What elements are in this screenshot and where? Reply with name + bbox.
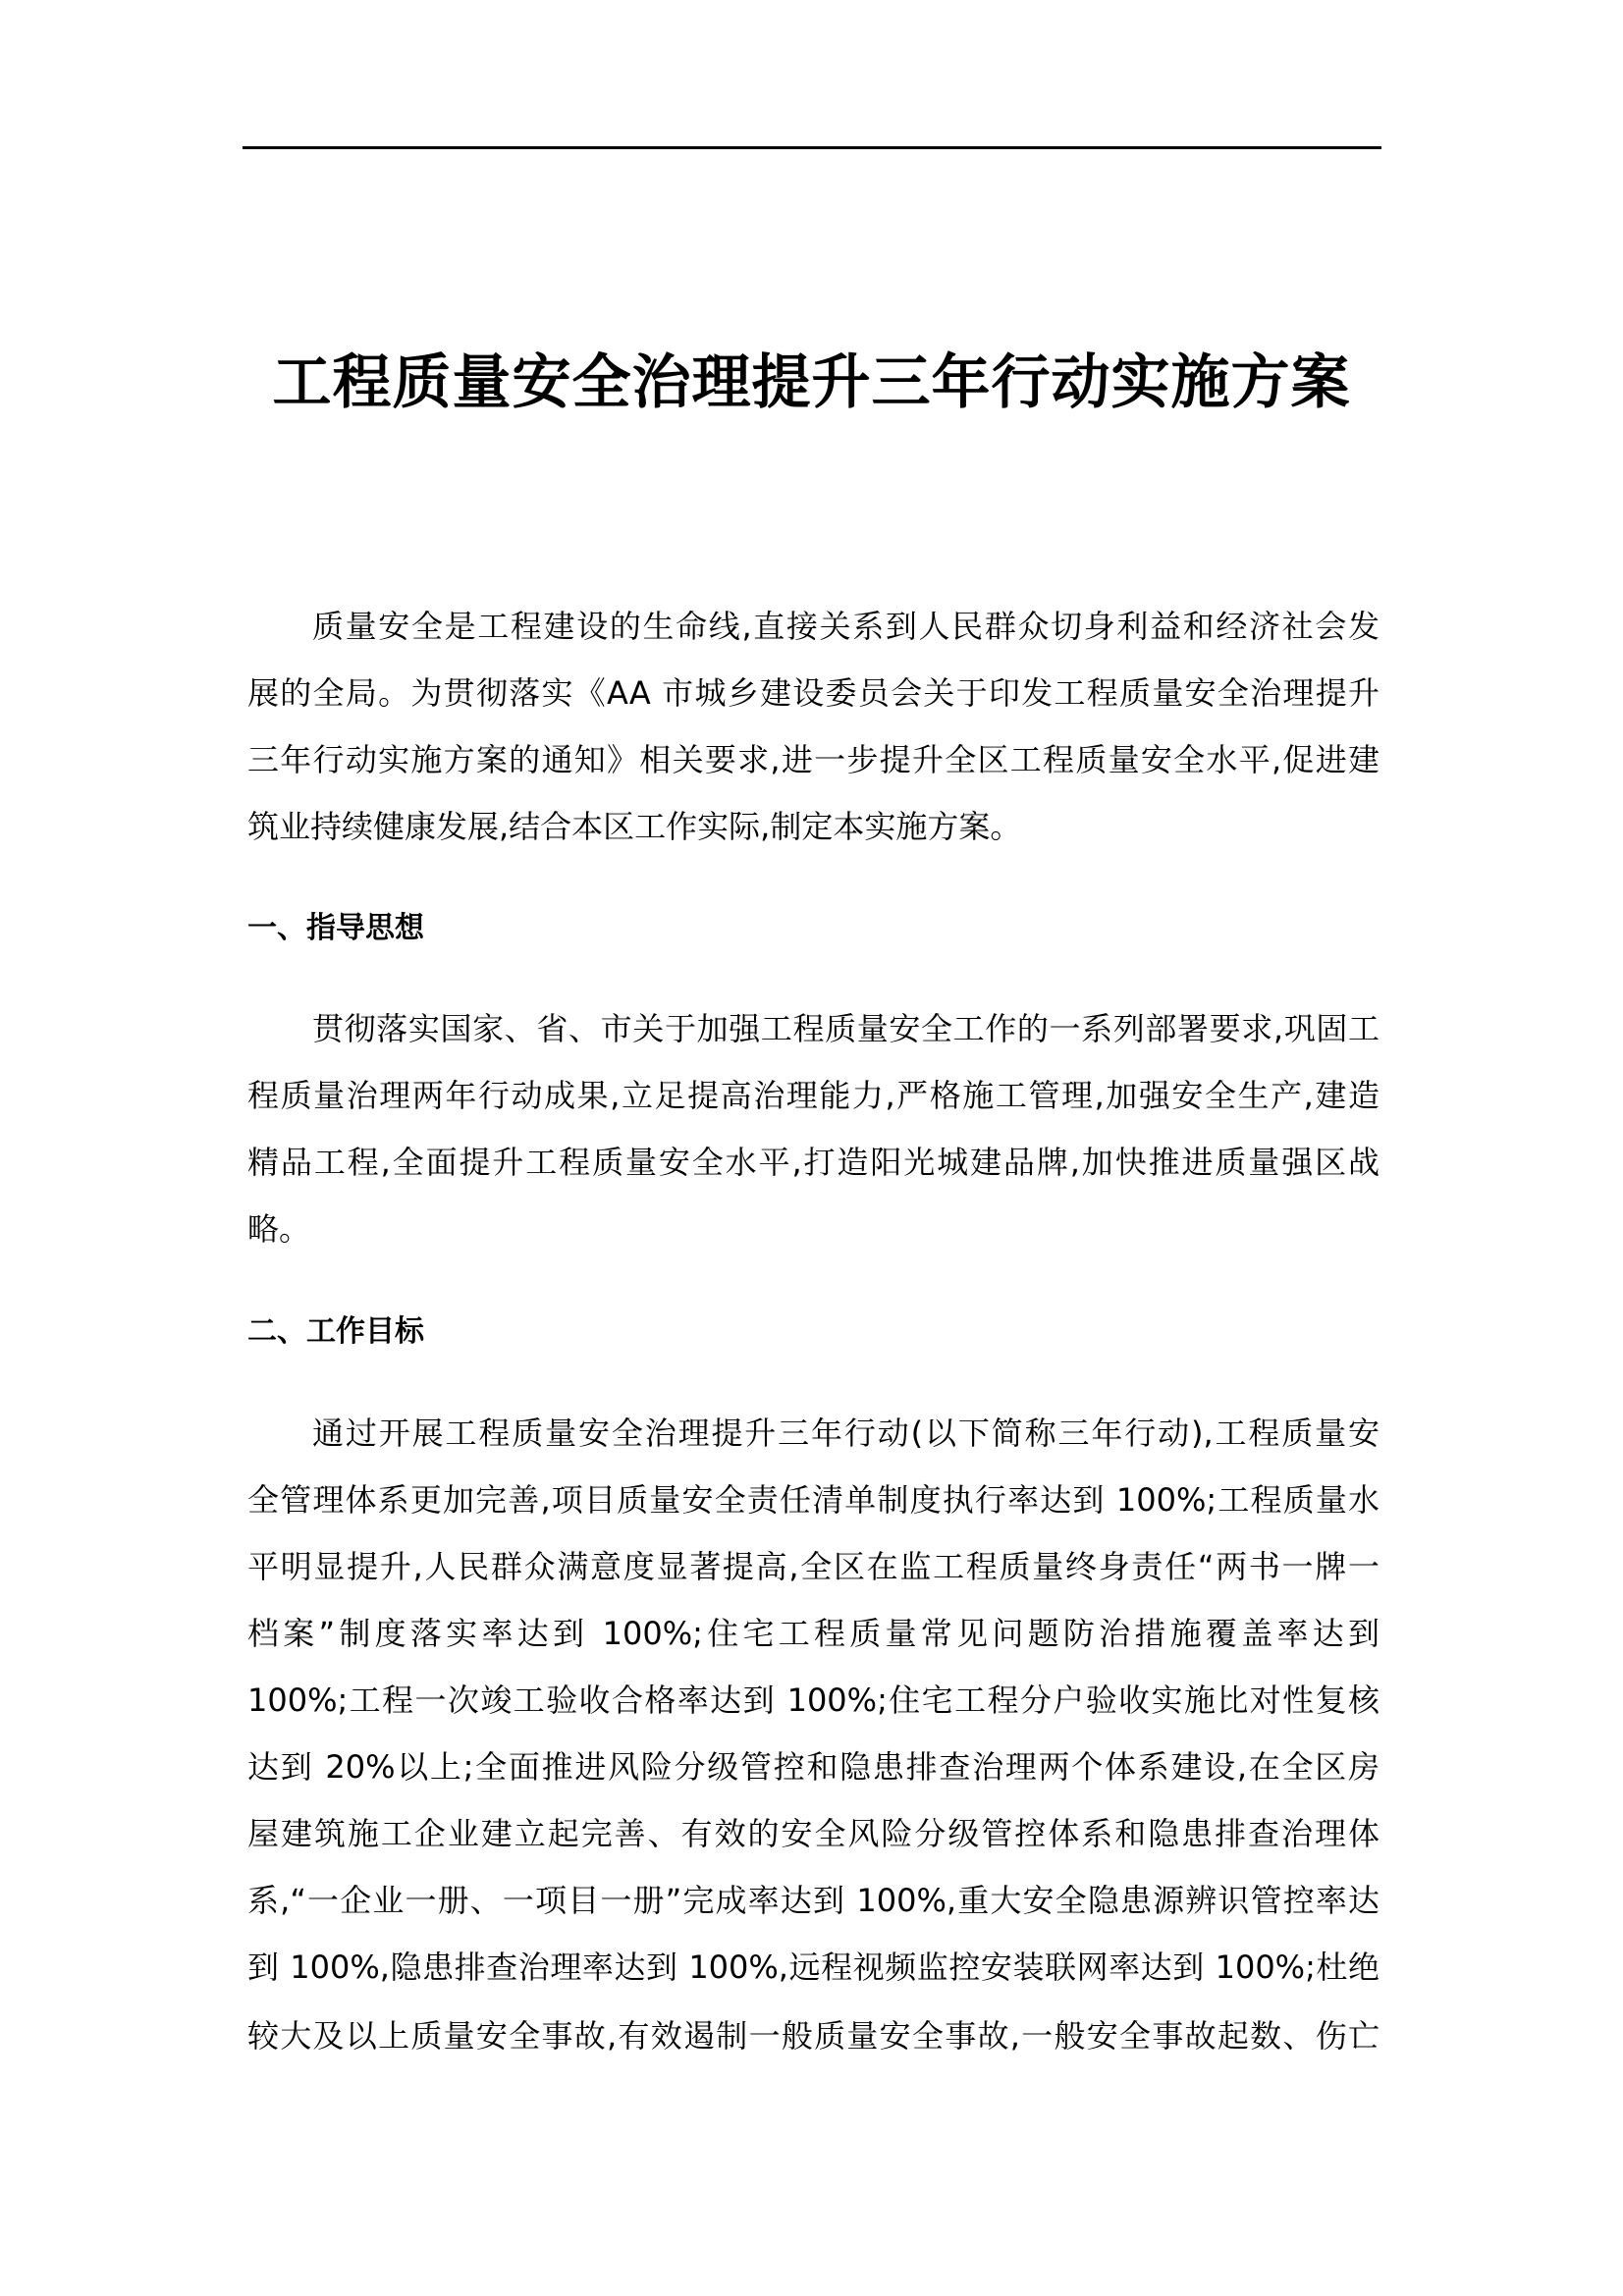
document-title: 工程质量安全治理提升三年行动实施方案 — [272, 348, 1351, 417]
paragraph-line: 全管理体系更加完善,项目质量安全责任清单制度执行率达到 100%;工程质量水 — [247, 1481, 1380, 1519]
paragraph-line: 较大及以上质量安全事故,有效遏制一般质量安全事故,一般安全事故起数、伤亡 — [247, 2017, 1380, 2055]
paragraph-line: 展的全局。为贯彻落实《AA 市城乡建设委员会关于印发工程质量安全治理提升 — [247, 674, 1380, 712]
paragraph-line: 平明显提升,人民群众满意度显著提高,全区在监工程质量终身责任“两书一牌一 — [247, 1548, 1380, 1585]
paragraph-line: 通过开展工程质量安全治理提升三年行动(以下简称三年行动),工程质量安 — [312, 1415, 1380, 1452]
paragraph-line: 100%;工程一次竣工验收合格率达到 100%;住宅工程分户验收实施比对性复核 — [247, 1682, 1380, 1719]
paragraph-line: 筑业持续健康发展,结合本区工作实际,制定本实施方案。 — [247, 808, 1022, 845]
paragraph-line: 贯彻落实国家、省、市关于加强工程质量安全工作的一系列部署要求,巩固工 — [312, 1010, 1380, 1047]
paragraph-line: 系,“一企业一册、一项目一册”完成率达到 100%,重大安全隐患源辨识管控率达 — [247, 1882, 1380, 1919]
header-rule — [243, 146, 1381, 149]
paragraph-line: 三年行动实施方案的通知》相关要求,进一步提升全区工程质量安全水平,促进建 — [247, 741, 1380, 778]
paragraph-line: 达到 20%以上;全面推进风险分级管控和隐患排查治理两个体系建设,在全区房 — [247, 1748, 1380, 1786]
section-heading: 二、工作目标 — [247, 1314, 424, 1349]
paragraph-line: 屋建筑施工企业建立起完善、有效的安全风险分级管控体系和隐患排查治理体 — [247, 1815, 1380, 1852]
section-heading: 一、指导思想 — [247, 911, 424, 945]
paragraph-line: 质量安全是工程建设的生命线,直接关系到人民群众切身利益和经济社会发 — [312, 608, 1380, 645]
paragraph-line: 到 100%,隐患排查治理率达到 100%,远程视频监控安装联网率达到 100%;杜绝 — [247, 1949, 1380, 1986]
paragraph-line: 略。 — [247, 1210, 311, 1248]
paragraph-line: 程质量治理两年行动成果,立足提高治理能力,严格施工管理,加强安全生产,建造 — [247, 1077, 1380, 1114]
paragraph-line: 档案”制度落实率达到 100%;住宅工程质量常见问题防治措施覆盖率达到 — [247, 1615, 1380, 1652]
paragraph-line: 精品工程,全面提升工程质量安全水平,打造阳光城建品牌,加快推进质量强区战 — [247, 1144, 1380, 1181]
